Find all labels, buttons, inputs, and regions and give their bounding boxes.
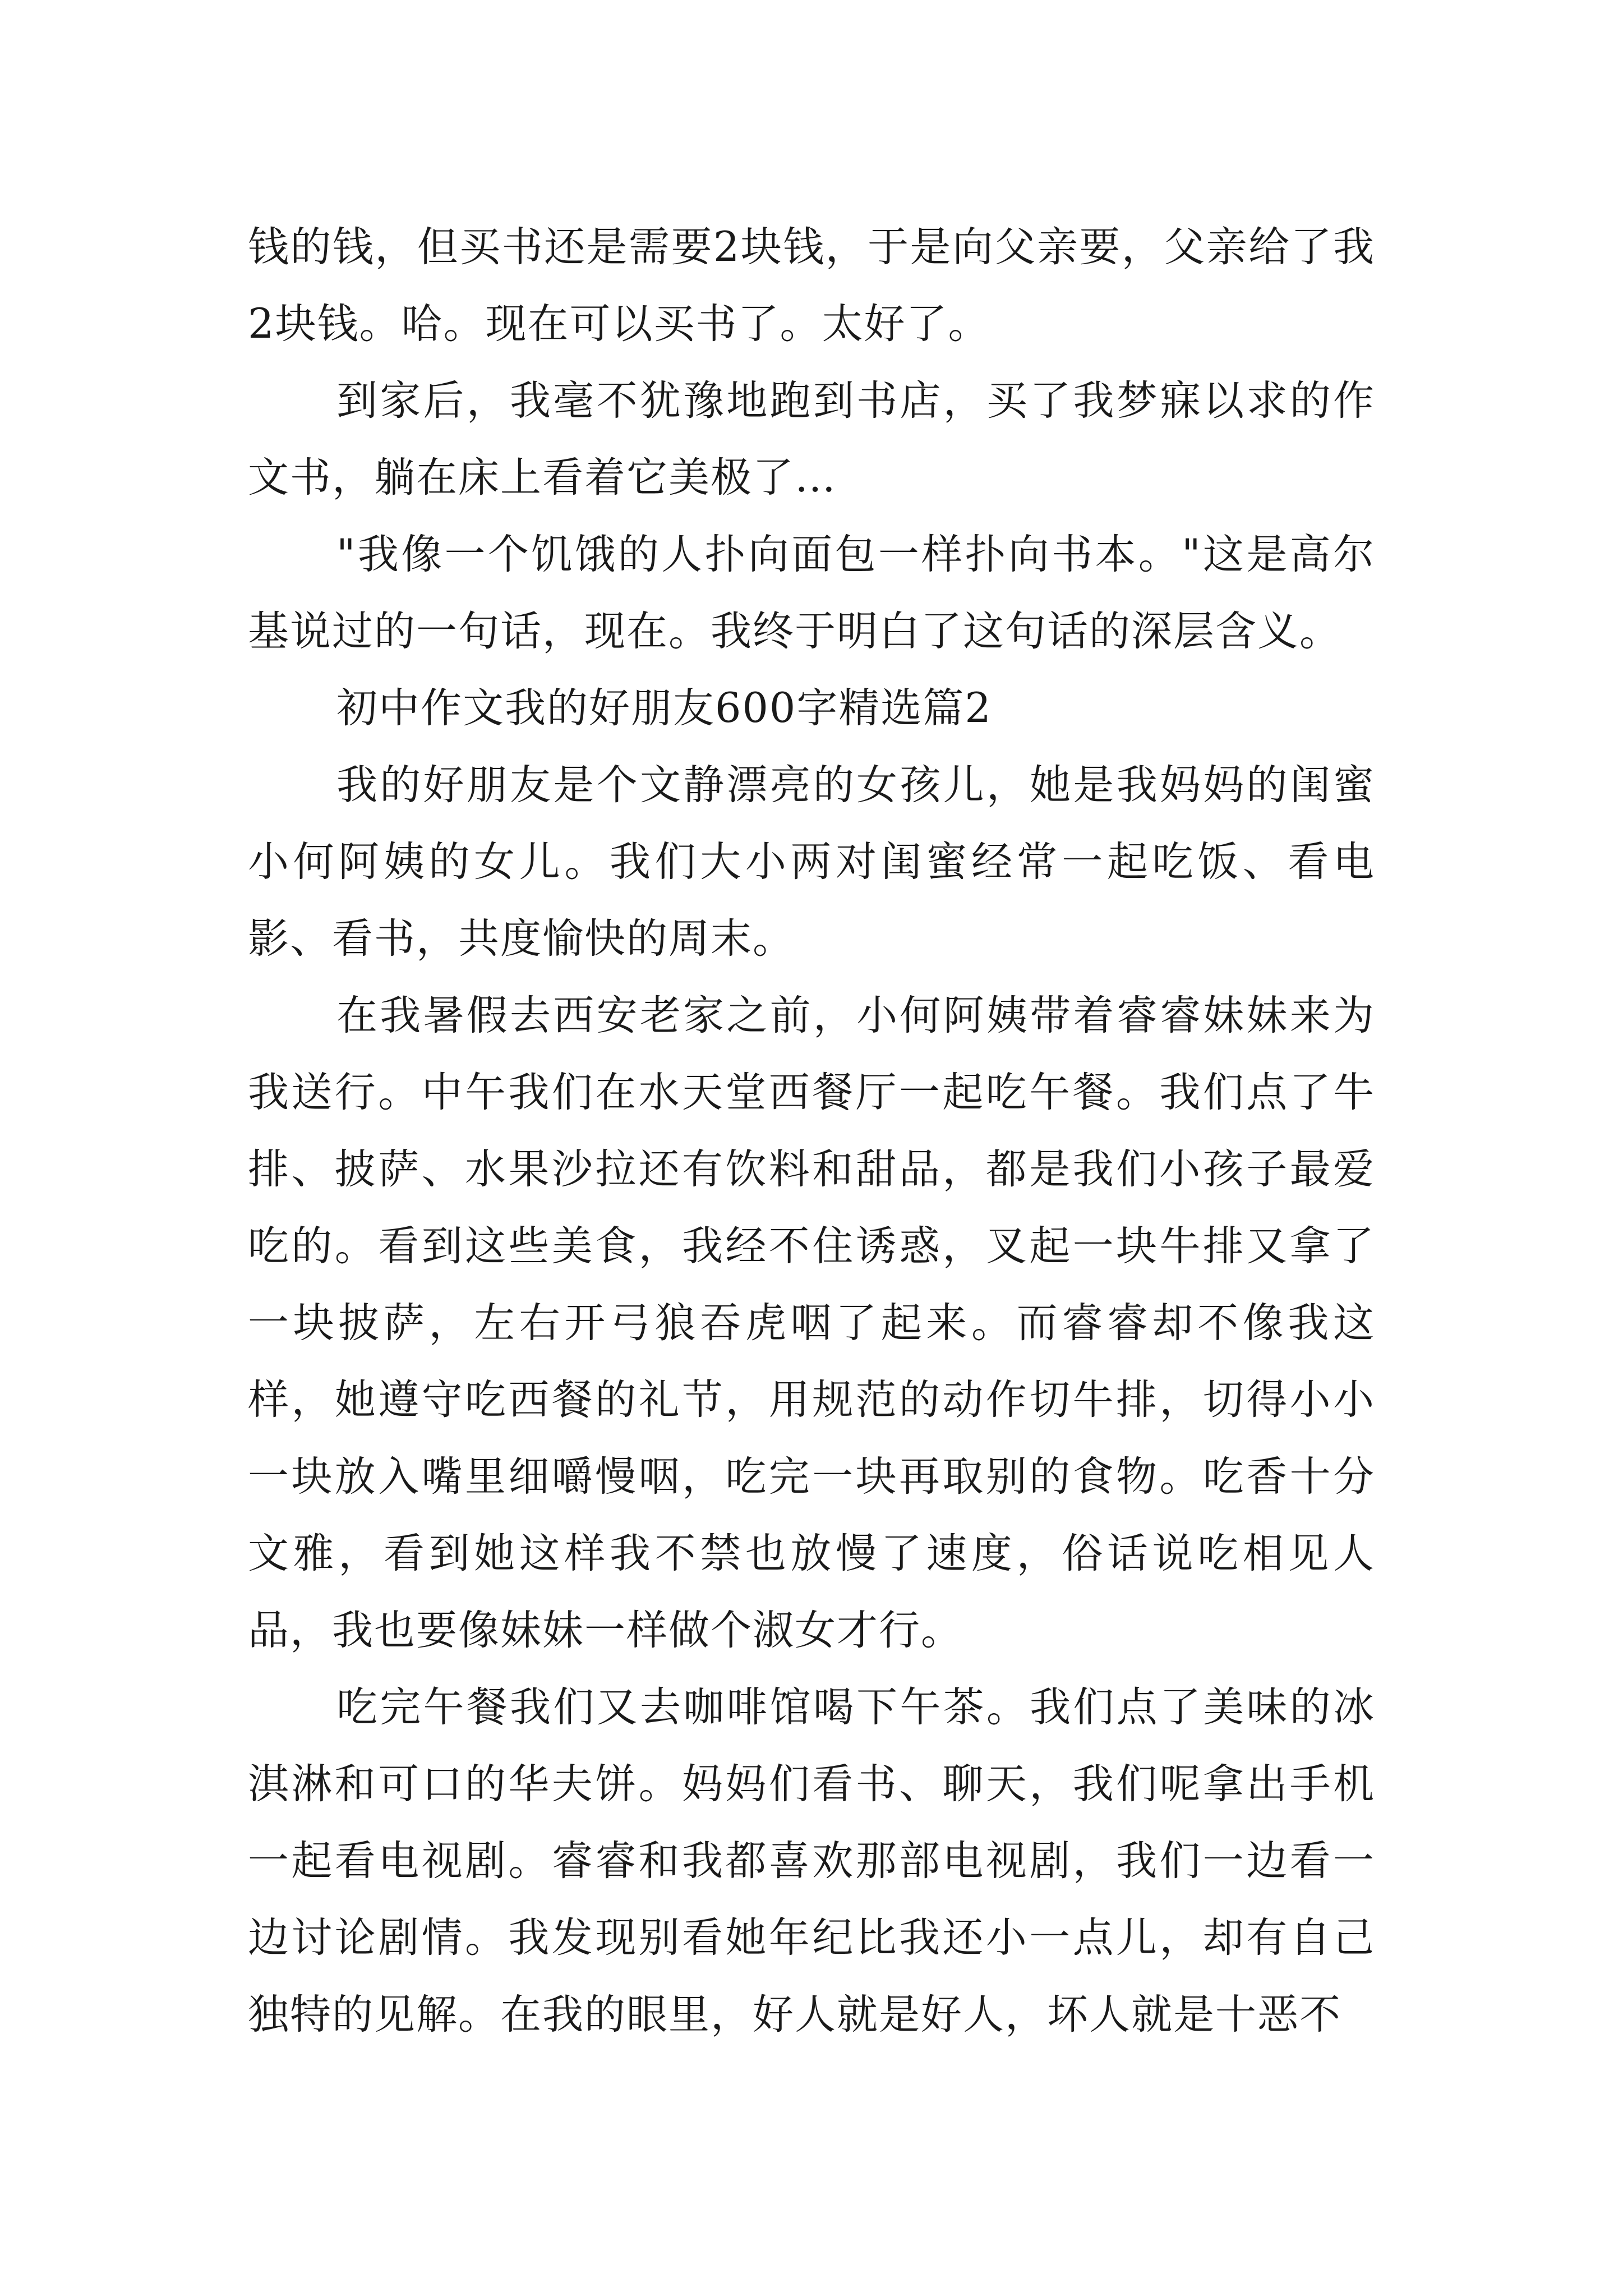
paragraph-3: "我像一个饥饿的人扑向面包一样扑向书本。"这是高尔基说过的一句话，现在。我终于明白了这句话的深层含义。 [248, 531, 1375, 655]
section-heading: 初中作文我的好朋友600字精选篇2 [336, 684, 992, 732]
paragraph-5: 在我暑假去西安老家之前，小何阿姨带着睿睿妹妹来为我送行。中午我们在水天堂西餐厅一起吃午餐。我们点了牛排、披萨、水果沙拉还有饮料和甜品，都是我们小孩子最爱吃的。看到这些美食，我经不住诱惑，叉起一块牛排又拿了一块披萨，左右开弓狼吞虎咽了起来。而睿睿却不像我这样，她遵守吃西餐的礼节，用规范的动作切牛排，切得小小一块放入嘴里细嚼慢咽，吃完一块再取别的食物。吃香十分文雅，看到她这样我不禁也放慢了速度，俗话说吃相见人品，我也要像妹妹一样做个淑女才行。 [248, 992, 1375, 1654]
document-body [248, 209, 1375, 2053]
paragraph-2: 到家后，我毫不犹豫地跑到书店，买了我梦寐以求的作文书，躺在床上看着它美极了… [248, 377, 1375, 501]
paragraph-1: 钱的钱，但买书还是需要2块钱，于是向父亲要，父亲给了我2块钱。哈。现在可以买书了。太好了。 [248, 223, 1375, 348]
paragraph-4: 我的好朋友是个文静漂亮的女孩儿，她是我妈妈的闺蜜小何阿姨的女儿。我们大小两对闺蜜经常一起吃饭、看电影、看书，共度愉快的周末。 [248, 761, 1375, 963]
paragraph-6: 吃完午餐我们又去咖啡馆喝下午茶。我们点了美味的冰淇淋和可口的华夫饼。妈妈们看书、聊天，我们呢拿出手机一起看电视剧。睿睿和我都喜欢那部电视剧，我们一边看一边讨论剧情。我发现别看她年纪比我还小一点儿，却有自己独特的见解。在我的眼里，好人就是好人，坏人就是十恶不 [248, 1683, 1375, 2039]
